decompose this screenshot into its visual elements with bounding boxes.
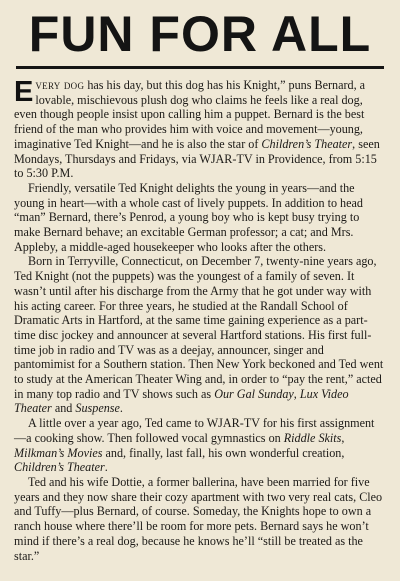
headline: FUN FOR ALL	[28, 6, 372, 62]
paragraph-4	[14, 416, 386, 475]
paragraph-5-text	[14, 475, 382, 563]
italic-title: Lux Video Theater	[14, 386, 349, 416]
italic-title: Children’s Theater	[261, 136, 353, 151]
text-run: Ted and his wife Dottie, a former ballerina, have been married for five years and they now share their cozy apartment with two very real cats, Cleo and Tuffy—plus Bernard, of course. Someday, the Knights hope to own a ranch house where there’ll be room for more pets. Bernard says he won’t mind if there’s a real dog, because he knows he’ll “still be treated as the star.”	[14, 474, 383, 563]
headline-rule	[16, 66, 384, 69]
paragraph-5	[14, 475, 386, 563]
text-run: .	[119, 401, 123, 416]
drop-cap: E	[14, 76, 34, 108]
text-run: Born in Terryville, Connecticut, on December 7, twenty-nine years ago, Ted Knight (not the puppets) was the youngest of a family of seven. It wasn’t until after his discharge from the Army that he got under way with his acting career. For three years, he studied at the Randall School of Dramatic Arts in Hartford, at the same time gaining experience as a part-time disc jockey and announcer at several Hartford stations. His first full-time job in radio and TV was as a deejay, announcer, singer and pantomimist for a Southern station. Then New York beckoned and Ted went to study at the American Theater Wing and, in order to “pay the rent,” acted in many top radio and TV shows such as	[14, 254, 384, 401]
paragraph-4-text	[14, 416, 374, 474]
paragraph-3	[14, 254, 386, 416]
text-run: and	[51, 401, 76, 416]
text-run: ,	[341, 430, 345, 445]
paragraph-2	[14, 181, 386, 255]
text-run: ,	[293, 386, 300, 401]
article-body	[14, 78, 386, 563]
text-run: Friendly, versatile Ted Knight delights the young in years—and the young in heart—with a whole cast of lively puppets. In addition to head “man” Bernard, there’s Penrod, a young boy who is kept busy trying to make Bernard behave; an excitable German professor; a cat; and Mrs. Appleby, a middle-aged housekeeper who looks after the others.	[14, 180, 363, 254]
text-run: .	[104, 460, 108, 475]
text-run: and, finally, last fall, his own wonderful creation,	[102, 445, 345, 460]
paragraph-2-text	[14, 181, 363, 254]
opening-smallcaps: very dog	[35, 78, 85, 92]
paragraph-1-text	[14, 78, 380, 180]
paragraph-3-text	[14, 254, 383, 415]
italic-title: Milkman’s Movies	[14, 445, 103, 460]
italic-title: Children’s Theater	[14, 460, 105, 475]
italic-title: Riddle Skits	[283, 430, 342, 445]
italic-title: Suspense	[75, 401, 120, 416]
italic-title: Our Gal Sunday	[214, 386, 294, 401]
paragraph-1	[14, 78, 386, 181]
text-run: has his day, but this dog has his Knight,” puns Bernard, a lovable, mischievous plush dog who claims he feels like a real dog, even though people insist upon calling him a puppet. Bernard is the best friend of the man who provides him with voice and movement—young, imaginative Ted Knight—and he is also the star of	[14, 78, 366, 151]
text-run: , seen Mondays, Thursdays and Fridays, via WJAR-TV in Providence, from 5:15 to 5:30 P.M.	[14, 136, 380, 181]
text-run: A little over a year ago, Ted came to WJAR-TV for his first assignment—a cooking show. Then followed vocal gymnastics on	[14, 416, 375, 445]
